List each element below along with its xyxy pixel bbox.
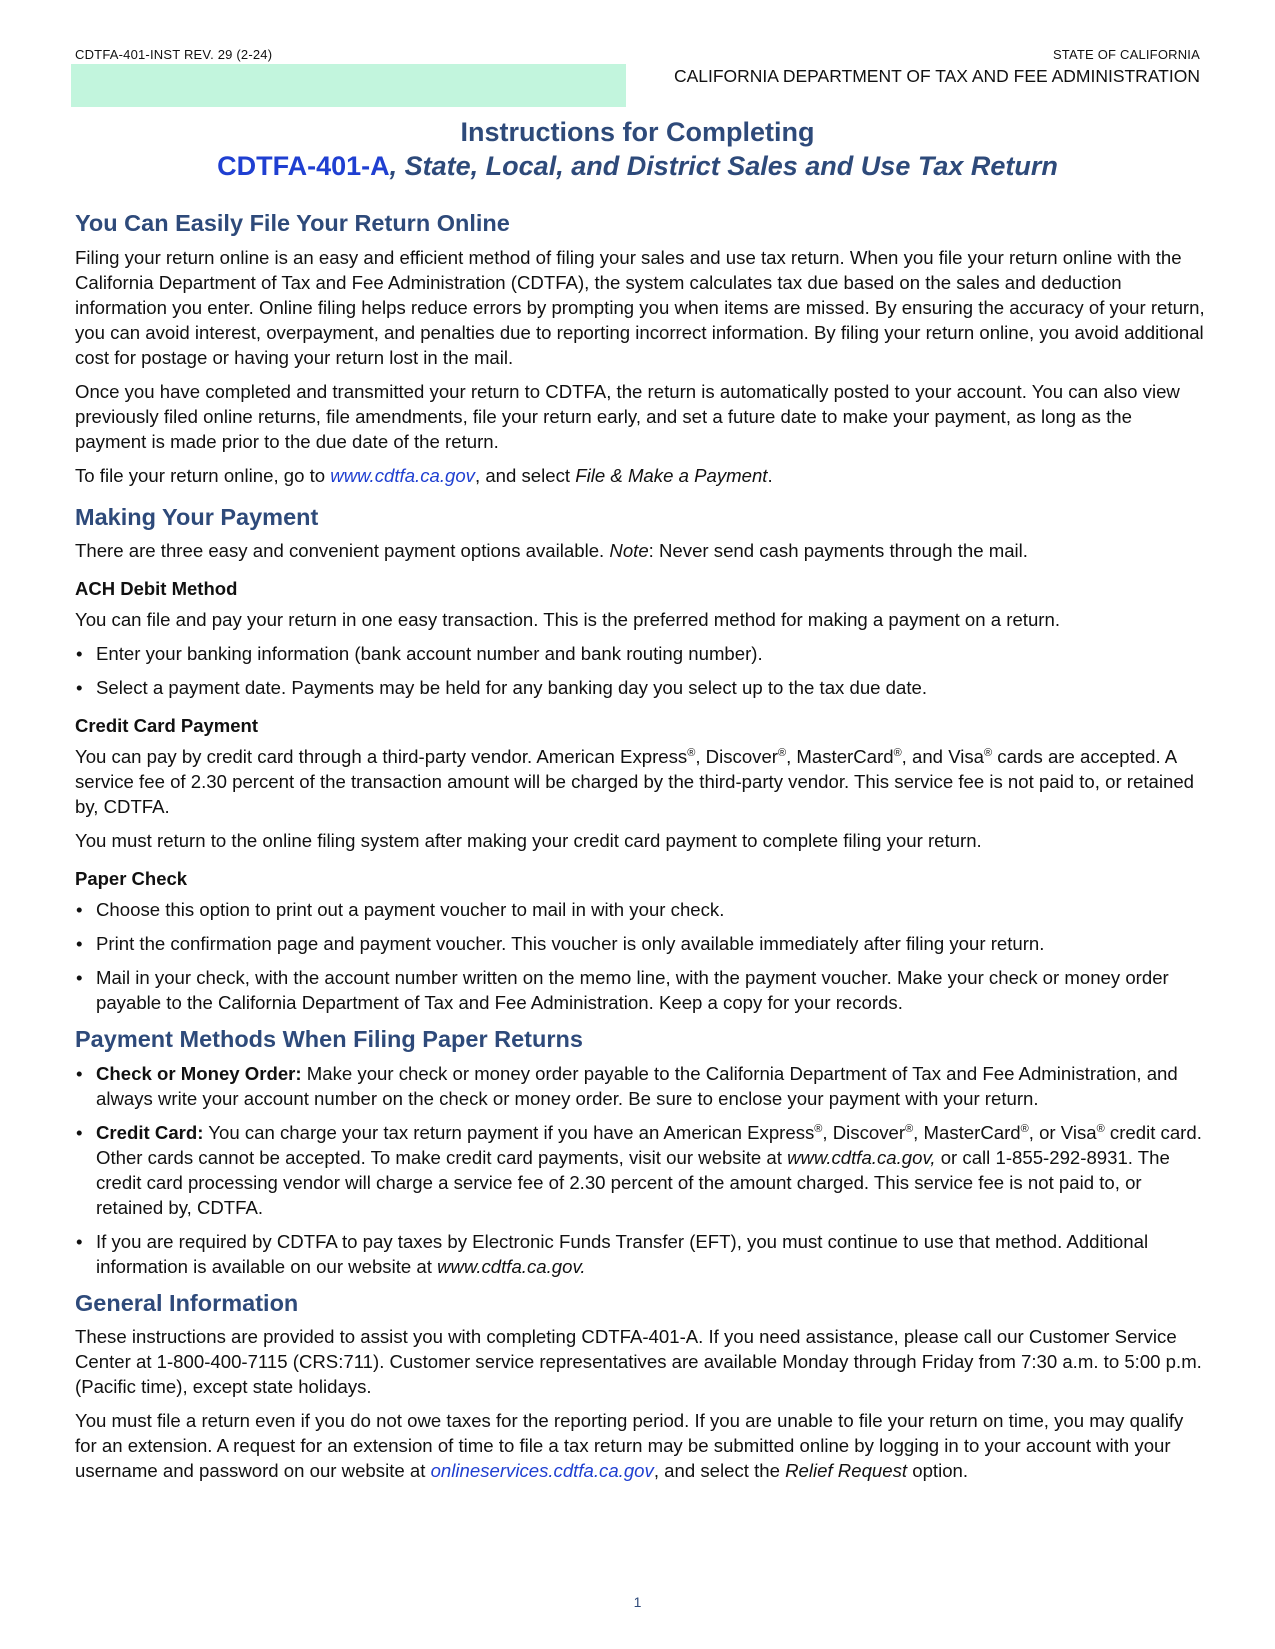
text-span: Check or Money Order:	[96, 1062, 302, 1084]
text-span: or call 1-855-292-8931. The credit card processing vendor will charge a service fee of 2.30 percent of the amount charged. This service fee is not paid to, or retained by, CDTFA.	[96, 1146, 1170, 1218]
form-number: CDTFA-401-A	[217, 151, 390, 181]
text-span: : Never send cash payments through the mail.	[648, 540, 1028, 562]
text-span: cards are accepted. A service fee of 2.30 percent of the transaction amount will be charged by the third-party vendor. This service fee is not paid to, or retained by, CDTFA.	[75, 746, 1195, 818]
general-paragraph-1: These instructions are provided to assist you with completing CDTFA-401-A. If you need assistance, please call our Customer Service Center at 1-800-400-7115 (CRS:711). Customer service representatives are available Monday through Friday from 7:30 a.m. to 5:00 p.m. (Pacific time), except state holidays.	[75, 1326, 1202, 1398]
state-label: STATE OF CALIFORNIA	[1052, 47, 1200, 62]
text-span: You can pay by credit card through a third-party vendor. American Express	[75, 746, 688, 768]
text-span: , Discover	[822, 1121, 906, 1143]
title-line-2	[0, 151, 1275, 182]
heading-file-online: You Can Easily File Your Return Online	[75, 210, 510, 236]
text-span: , and select the	[653, 1460, 786, 1482]
bullet-icon: •	[76, 1062, 83, 1084]
bullet-icon: •	[76, 899, 83, 921]
text-span: Credit Card:	[96, 1121, 204, 1143]
heading-credit-card-payment: Credit Card Payment	[75, 715, 258, 737]
paper-check-list	[75, 897, 1205, 1015]
text-span: You can charge your tax return payment if you have an American Express	[203, 1121, 815, 1143]
registered-mark: ®	[1020, 1122, 1029, 1135]
text-span: www.cdtfa.ca.gov.	[437, 1255, 586, 1277]
registered-mark: ®	[984, 747, 993, 760]
registered-mark: ®	[687, 747, 696, 760]
heading-paper-check: Paper Check	[75, 868, 188, 890]
text-span: Print the confirmation page and payment voucher. This voucher is only available immediately after filing your return.	[96, 933, 1045, 955]
payment-intro	[75, 538, 1205, 563]
credit-card-paragraph-2: You must return to the online filing system after making your credit card payment to complete filing your return.	[75, 830, 982, 852]
text-span: , and Visa	[901, 746, 985, 768]
text-span: Make your check or money order payable to the California Department of Tax and Fee Administration, and always write your account number on the check or money order. Be sure to enclose your payment with your return.	[96, 1062, 1178, 1109]
online-services-link[interactable]: onlineservices.cdtfa.ca.gov	[430, 1460, 654, 1482]
highlight-box	[71, 64, 626, 107]
list-item	[75, 931, 1205, 956]
text-span: option.	[907, 1460, 969, 1482]
content	[75, 208, 1205, 1492]
list-item	[75, 965, 1205, 1015]
text-span: www.cdtfa.ca.gov,	[787, 1146, 936, 1168]
registered-mark: ®	[777, 747, 787, 760]
list-item	[75, 1120, 1205, 1220]
text-span: There are three easy and convenient payment options available.	[75, 540, 610, 562]
text-span: , MasterCard	[786, 746, 894, 768]
text-span: Enter your banking information (bank account number and bank routing number).	[96, 643, 763, 665]
cdtfa-website-link[interactable]: www.cdtfa.ca.gov	[330, 464, 475, 486]
bullet-icon: •	[76, 643, 83, 665]
bullet-icon: •	[76, 933, 83, 955]
bullet-icon: •	[76, 967, 83, 989]
text-span: credit card. Other cards cannot be accepted. To make credit card payments, visit our website at	[96, 1121, 1202, 1168]
text-span: Select a payment date. Payments may be held for any banking day you select up to the tax due date.	[96, 677, 928, 699]
text-span: To file your return online, go to	[75, 464, 331, 486]
registered-mark: ®	[893, 747, 902, 760]
ach-list	[75, 641, 1205, 700]
registered-mark: ®	[814, 1122, 823, 1135]
text-span: Choose this option to print out a payment voucher to mail in with your check.	[96, 899, 725, 921]
text-span: .	[767, 464, 773, 486]
list-item	[75, 1229, 1205, 1279]
general-paragraph-2	[75, 1408, 1205, 1483]
registered-mark: ®	[1096, 1122, 1105, 1135]
list-item	[75, 675, 1205, 700]
heading-paper-returns: Payment Methods When Filing Paper Returns	[75, 1026, 583, 1053]
bullet-icon: •	[76, 1121, 83, 1143]
form-name: , State, Local, and District Sales and Use Tax Return	[389, 151, 1058, 181]
text-span: File & Make a Payment	[575, 464, 768, 486]
list-item	[75, 897, 1205, 922]
heading-making-payment: Making Your Payment	[75, 503, 319, 530]
text-span: Note	[609, 540, 649, 562]
heading-ach-debit: ACH Debit Method	[75, 578, 238, 600]
online-paragraph-3	[75, 463, 1205, 488]
bullet-icon: •	[76, 1230, 83, 1252]
text-span: , Discover	[695, 746, 778, 768]
list-item	[75, 1061, 1205, 1111]
title-line-1: Instructions for Completing	[460, 117, 815, 147]
text-span: You must file a return even if you do not owe taxes for the reporting period. If you are unable to file your return on time, you may qualify for an extension. A request for an extension of time to file a tax return may be submitted online by logging in to your account with your username and password on our website at	[75, 1410, 1184, 1482]
online-paragraph-1: Filing your return online is an easy and efficient method of filing your sales and use tax return. When you file your return online with the California Department of Tax and Fee Administration (CDTFA), the system calculates tax due based on the sales and deduction information you enter. Online filing helps reduce errors by prompting you when items are missed. By ensuring the accuracy of your return, you can avoid interest, overpayment, and penalties due to reporting incorrect information. By filing your return online, you avoid additional cost for postage or having your return lost in the mail.	[75, 246, 1205, 368]
form-id: CDTFA-401-INST REV. 29 (2-24)	[75, 47, 273, 62]
page-number: 1	[633, 1594, 642, 1610]
heading-general-information: General Information	[75, 1289, 299, 1316]
text-span: If you are required by CDTFA to pay taxes by Electronic Funds Transfer (EFT), you must continue to use that method. Additional information is available on our website at	[96, 1230, 1149, 1277]
department-name: CALIFORNIA DEPARTMENT OF TAX AND FEE ADMINISTRATION	[673, 66, 1200, 86]
list-item	[75, 641, 1205, 666]
credit-card-paragraph-1	[75, 744, 1205, 819]
text-span: Relief Request	[785, 1460, 908, 1482]
text-span: Mail in your check, with the account number written on the memo line, with the payment voucher. Make your check or money order payable to the California Department of Tax and Fee Administration. Keep a copy for your records.	[96, 967, 1169, 1014]
text-span: , MasterCard	[913, 1121, 1021, 1143]
bullet-icon: •	[76, 677, 83, 699]
ach-paragraph: You can file and pay your return in one easy transaction. This is the preferred method for making a payment on a return.	[75, 609, 1060, 631]
paper-returns-list	[75, 1061, 1205, 1279]
text-span: , or Visa	[1028, 1121, 1097, 1143]
registered-mark: ®	[905, 1122, 914, 1135]
text-span: , and select	[474, 464, 576, 486]
online-paragraph-2: Once you have completed and transmitted your return to CDTFA, the return is automatically posted to your account. You can also view previously filed online returns, file amendments, file your return early, and set a future date to make your payment, as long as the payment is made prior to the due date of the return.	[75, 380, 1180, 452]
